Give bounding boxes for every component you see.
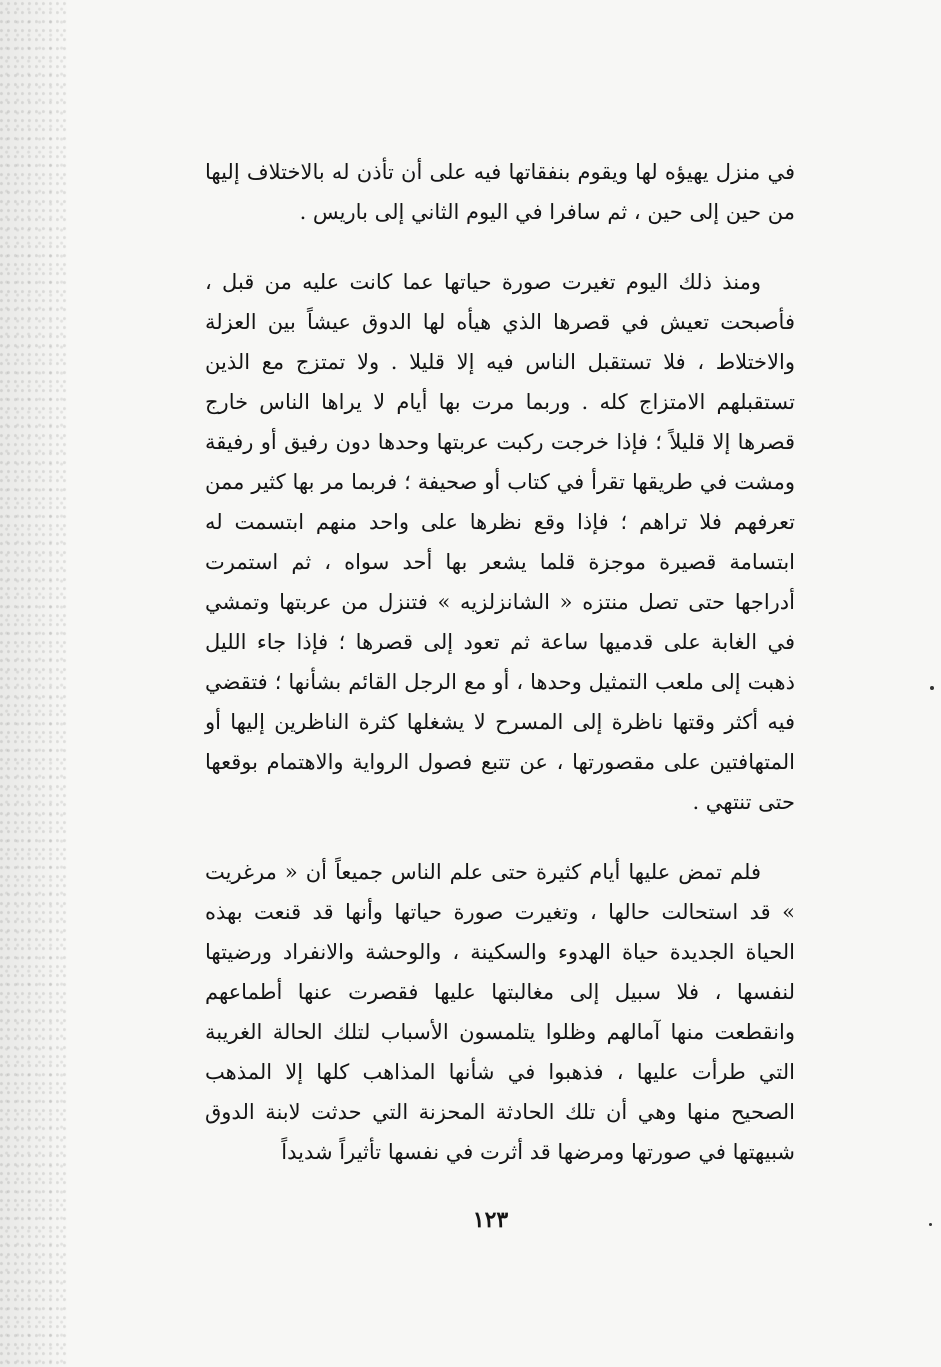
paragraph-gap (205, 822, 795, 852)
scan-speck (930, 686, 934, 690)
book-page-text (205, 152, 795, 1172)
paragraph-gap (205, 232, 795, 262)
page-number: ١٢٣ (472, 1207, 509, 1233)
paragraph-2: ومنذ ذلك اليوم تغيرت صورة حياتها عما كانت عليه من قبل ، فأصبحت تعيش في قصرها الذي هيأه لها الدوق عيشاً بين العزلة والاختلاط ، فلا تستقبل الناس فيه إلا قليلا . ولا تمتزج مع الذين تستقبلهم الامتزاج كله . وربما مرت بها أيام لا يراها الناس خارج قصرها إلا قليلاً ؛ فإذا خرجت ركبت عربتها وحدها دون رفيق أو رفيقة ومشت في طريقها تقرأ في كتاب أو صحيفة ؛ فربما مر بها كثير ممن تعرفهم فلا تراهم ؛ فإذا وقع نظرها على واحد منهم ابتسمت له ابتسامة قصيرة موجزة قلما يشعر بها أحد سواه ، ثم استمرت أدراجها حتى تصل منتزه « الشانزلزيه » فتنزل من عربتها وتمشي في الغابة على قدميها ساعة ثم تعود إلى قصرها ؛ فإذا جاء الليل ذهبت إلى ملعب التمثيل وحدها ، أو مع الرجل القائم بشأنها ؛ فتقضي فيه أكثر وقتها ناظرة إلى المسرح لا يشغلها كثرة الناظرين إليها أو المتهافتين على مقصورتها ، عن تتبع فصول الرواية والاهتمام بوقعها حتى تنتهي . (205, 270, 795, 814)
paragraph-3: فلم تمض عليها أيام كثيرة حتى علم الناس جميعاً أن « مرغريت » قد استحالت حالها ، وتغيرت صورة حياتها وأنها قد قنعت بهذه الحياة الجديدة حياة الهدوء والسكينة ، والوحشة والانفراد ورضيتها لنفسها ، فلا سبيل إلى مغالبتها عليها فقصرت عنها أطماعهم وانقطعت منها آمالهم وظلوا يتلمسون الأسباب لتلك الحالة الغريبة التي طرأت عليها ، فذهبوا في شأنها المذاهب كلها إلا المذهب الصحيح منها وهي أن تلك الحادثة المحزنة التي حدثت لابنة الدوق شبيهتها في صورتها ومرضها قد أثرت في نفسها تأثيراً شديداً (205, 860, 795, 1164)
paragraph-1: في منزل يهيؤه لها ويقوم بنفقاتها فيه على أن تأذن له بالاختلاف إليها من حين إلى حين ، ثم سافرا في اليوم الثاني إلى باريس . (205, 160, 795, 224)
scan-edge-noise (0, 0, 70, 1367)
scan-speck (929, 1223, 932, 1226)
